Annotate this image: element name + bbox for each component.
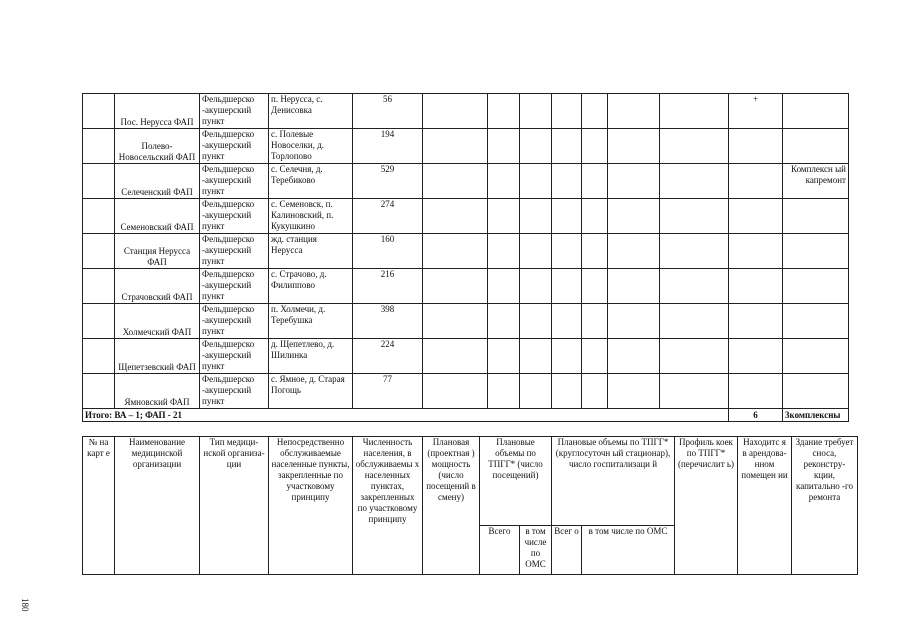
cell-name: Селеченский ФАП: [115, 164, 200, 199]
cell-hosp-oms: [582, 199, 608, 234]
cell-num: [83, 199, 115, 234]
cell-profile: [660, 129, 729, 164]
header-type: Тип медици-нской организа-ции: [200, 437, 269, 575]
total-label: Итого: ВА – 1; ФАП - 21: [83, 409, 729, 422]
cell-blank: [608, 199, 660, 234]
cell-name: Ямновский ФАП: [115, 374, 200, 409]
cell-note: [783, 94, 849, 129]
cell-blank: [608, 94, 660, 129]
total-note: 3комплексны: [783, 409, 849, 422]
cell-capacity: [423, 339, 488, 374]
cell-visits-oms: [520, 304, 552, 339]
cell-capacity: [423, 269, 488, 304]
cell-population: 274: [353, 199, 423, 234]
header-served: Непосредственно обслуживаемые населенные пункты, закрепленные по участковому принципу: [269, 437, 353, 575]
cell-arenda: [729, 234, 783, 269]
facilities-table: [82, 93, 849, 422]
header-capacity: Плановая (проектная ) мощность (число посещений в смену): [423, 437, 480, 575]
cell-blank: [608, 304, 660, 339]
cell-num: [83, 374, 115, 409]
header-visits: Плановые объемы по ТПГГ* (число посещений): [480, 437, 552, 526]
header-table: [82, 436, 858, 575]
table-row: [83, 234, 849, 269]
cell-capacity: [423, 199, 488, 234]
cell-population: 216: [353, 269, 423, 304]
cell-served: жд. станция Нерусса: [269, 234, 353, 269]
cell-hosp-oms: [582, 304, 608, 339]
cell-visits-oms: [520, 129, 552, 164]
cell-note: [783, 339, 849, 374]
header-hosp-oms: в том числе по ОМС: [582, 526, 675, 575]
cell-hosp-total: [552, 234, 582, 269]
cell-population: 56: [353, 94, 423, 129]
cell-blank: [608, 129, 660, 164]
cell-hosp-oms: [582, 234, 608, 269]
cell-hosp-total: [552, 129, 582, 164]
cell-visits-total: [488, 94, 520, 129]
header-population: Численность населения, в обслуживаемы х населенных пунктах, закрепленных по участковому принципу: [353, 437, 423, 575]
table-row: [83, 374, 849, 409]
cell-type: Фельдшерско -акушерский пункт: [200, 269, 269, 304]
cell-visits-oms: [520, 269, 552, 304]
cell-hosp-oms: [582, 374, 608, 409]
cell-population: 398: [353, 304, 423, 339]
cell-hosp-total: [552, 269, 582, 304]
cell-visits-oms: [520, 374, 552, 409]
cell-population: 224: [353, 339, 423, 374]
header-building: Здание требует сноса, реконстру-кции, капитально -го ремонта: [792, 437, 858, 575]
table-row: [83, 129, 849, 164]
cell-name: Семеновский ФАП: [115, 199, 200, 234]
cell-capacity: [423, 94, 488, 129]
cell-population: 77: [353, 374, 423, 409]
cell-hosp-total: [552, 199, 582, 234]
cell-capacity: [423, 129, 488, 164]
cell-hosp-total: [552, 374, 582, 409]
cell-capacity: [423, 304, 488, 339]
cell-visits-total: [488, 339, 520, 374]
cell-note: [783, 234, 849, 269]
cell-blank: [608, 164, 660, 199]
cell-hosp-oms: [582, 269, 608, 304]
cell-served: с. Страчово, д. Филиппово: [269, 269, 353, 304]
cell-note: [783, 199, 849, 234]
cell-visits-total: [488, 374, 520, 409]
cell-profile: [660, 374, 729, 409]
cell-type: Фельдшерско -акушерский пункт: [200, 339, 269, 374]
table-row: [83, 304, 849, 339]
cell-type: Фельдшерско -акушерский пункт: [200, 304, 269, 339]
cell-capacity: [423, 164, 488, 199]
cell-arenda: [729, 374, 783, 409]
cell-note: [783, 304, 849, 339]
cell-num: [83, 129, 115, 164]
cell-population: 529: [353, 164, 423, 199]
cell-name: Полево-Новосельский ФАП: [115, 129, 200, 164]
cell-profile: [660, 164, 729, 199]
cell-num: [83, 339, 115, 374]
cell-visits-oms: [520, 164, 552, 199]
table-row: [83, 164, 849, 199]
cell-visits-total: [488, 199, 520, 234]
cell-arenda: [729, 269, 783, 304]
cell-hosp-oms: [582, 339, 608, 374]
header-num: № на карт е: [83, 437, 115, 575]
cell-arenda: +: [729, 94, 783, 129]
cell-type: Фельдшерско -акушерский пункт: [200, 164, 269, 199]
cell-hosp-total: [552, 304, 582, 339]
header-hosp: Плановые объемы по ТПГГ* (круглосуточн ый стационар), число госпитализаци й: [552, 437, 675, 526]
table-row: [83, 339, 849, 374]
cell-type: Фельдшерско -акушерский пункт: [200, 374, 269, 409]
cell-hosp-oms: [582, 94, 608, 129]
header-hosp-total: Всег о: [552, 526, 582, 575]
cell-arenda: [729, 339, 783, 374]
cell-num: [83, 94, 115, 129]
cell-type: Фельдшерско -акушерский пункт: [200, 199, 269, 234]
table-row: [83, 199, 849, 234]
cell-blank: [608, 234, 660, 269]
cell-name: Щепетзевский ФАП: [115, 339, 200, 374]
cell-visits-total: [488, 234, 520, 269]
cell-visits-oms: [520, 339, 552, 374]
cell-note: [783, 374, 849, 409]
cell-profile: [660, 339, 729, 374]
header-visits-total: Всего: [480, 526, 520, 575]
cell-visits-oms: [520, 94, 552, 129]
cell-profile: [660, 304, 729, 339]
cell-num: [83, 304, 115, 339]
cell-served: д. Щепетлево, д. Шилинка: [269, 339, 353, 374]
cell-type: Фельдшерско -акушерский пункт: [200, 234, 269, 269]
cell-name: Холмечский ФАП: [115, 304, 200, 339]
cell-profile: [660, 199, 729, 234]
cell-hosp-total: [552, 94, 582, 129]
total-arenda: 6: [729, 409, 783, 422]
cell-profile: [660, 234, 729, 269]
cell-capacity: [423, 234, 488, 269]
cell-arenda: [729, 199, 783, 234]
cell-capacity: [423, 374, 488, 409]
cell-name: Пос. Нерусса ФАП: [115, 94, 200, 129]
cell-num: [83, 234, 115, 269]
header-profile: Профиль коек по ТПГГ* (перечислит ь): [675, 437, 738, 575]
header-name: Наименование медицинской организации: [115, 437, 200, 575]
page-number: 180: [20, 598, 30, 612]
table-row: [83, 269, 849, 304]
cell-note: Комплексн ый капремонт: [783, 164, 849, 199]
cell-served: п. Нерусса, с. Денисовка: [269, 94, 353, 129]
header-visits-oms: в том числе по ОМС: [520, 526, 552, 575]
cell-population: 194: [353, 129, 423, 164]
cell-arenda: [729, 304, 783, 339]
cell-population: 160: [353, 234, 423, 269]
header-arenda: Находитс я в арендова-нном помещен ии: [738, 437, 792, 575]
cell-blank: [608, 269, 660, 304]
cell-served: с. Селечня, д. Теребиково: [269, 164, 353, 199]
cell-note: [783, 129, 849, 164]
cell-profile: [660, 269, 729, 304]
cell-blank: [608, 339, 660, 374]
cell-name: Станция Нерусса ФАП: [115, 234, 200, 269]
total-row: [83, 409, 849, 422]
cell-served: с. Ямное, д. Старая Погощь: [269, 374, 353, 409]
cell-type: Фельдшерско -акушерский пункт: [200, 94, 269, 129]
cell-served: с. Семеновск, п. Калиновский, п. Кукушкино: [269, 199, 353, 234]
cell-served: с. Полевые Новоселки, д. Торлопово: [269, 129, 353, 164]
cell-visits-total: [488, 129, 520, 164]
cell-served: п. Холмечи, д. Теребушка: [269, 304, 353, 339]
cell-note: [783, 269, 849, 304]
cell-visits-total: [488, 164, 520, 199]
table-row: [83, 94, 849, 129]
cell-hosp-total: [552, 164, 582, 199]
cell-hosp-total: [552, 339, 582, 374]
cell-blank: [608, 374, 660, 409]
cell-num: [83, 164, 115, 199]
cell-profile: [660, 94, 729, 129]
cell-visits-total: [488, 304, 520, 339]
cell-arenda: [729, 164, 783, 199]
cell-visits-oms: [520, 234, 552, 269]
cell-name: Страчовский ФАП: [115, 269, 200, 304]
cell-type: Фельдшерско -акушерский пункт: [200, 129, 269, 164]
cell-hosp-oms: [582, 129, 608, 164]
cell-arenda: [729, 129, 783, 164]
cell-num: [83, 269, 115, 304]
cell-visits-oms: [520, 199, 552, 234]
cell-visits-total: [488, 269, 520, 304]
cell-hosp-oms: [582, 164, 608, 199]
